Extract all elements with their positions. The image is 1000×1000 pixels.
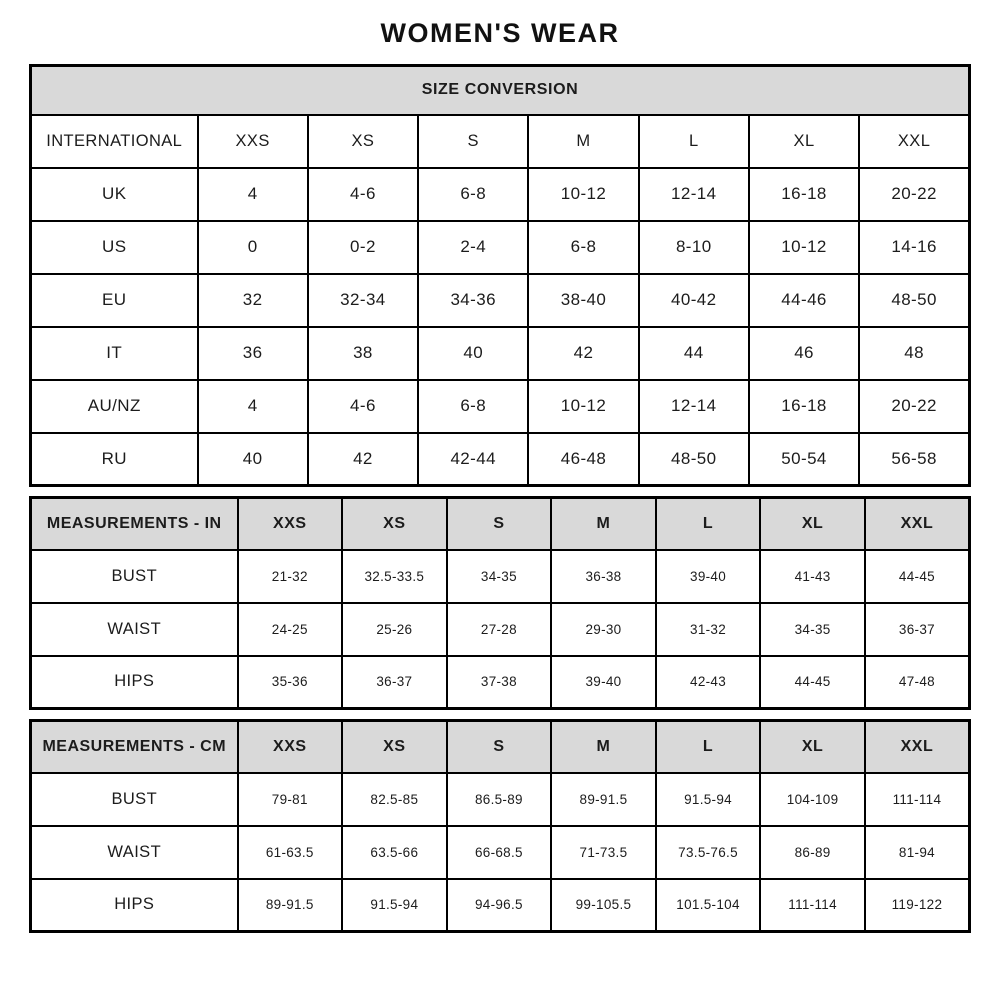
value-cell: 63.5-66 (342, 826, 447, 879)
value-cell: 46-48 (528, 433, 638, 486)
value-cell: 34-35 (760, 603, 865, 656)
value-cell: 104-109 (760, 773, 865, 826)
row-label: WAIST (31, 826, 238, 879)
row-label: HIPS (31, 656, 238, 709)
value-cell: 40-42 (639, 274, 749, 327)
measurements-cm-table (29, 719, 971, 933)
value-cell: 42-44 (418, 433, 528, 486)
value-cell: 48 (859, 327, 969, 380)
value-cell: 91.5-94 (656, 773, 761, 826)
value-cell: 40 (418, 327, 528, 380)
value-cell: 71-73.5 (551, 826, 656, 879)
size-column-header: XXL (865, 721, 970, 773)
table-row (31, 327, 970, 380)
value-cell: 38 (308, 327, 418, 380)
value-cell: 73.5-76.5 (656, 826, 761, 879)
value-cell: 8-10 (639, 221, 749, 274)
value-cell: 31-32 (656, 603, 761, 656)
value-cell: 40 (198, 433, 308, 486)
value-cell: 29-30 (551, 603, 656, 656)
size-column-header: M (551, 721, 656, 773)
value-cell: 6-8 (418, 380, 528, 433)
size-column-header: XS (342, 498, 447, 550)
value-cell: 46 (749, 327, 859, 380)
row-label: HIPS (31, 879, 238, 932)
value-cell: 12-14 (639, 168, 749, 221)
size-column-header: XL (760, 721, 865, 773)
value-cell: 36-37 (865, 603, 970, 656)
table-row (31, 168, 970, 221)
value-cell: 20-22 (859, 380, 969, 433)
value-cell: 38-40 (528, 274, 638, 327)
table-row (31, 550, 970, 603)
value-cell: 6-8 (528, 221, 638, 274)
value-cell: 25-26 (342, 603, 447, 656)
row-label: EU (31, 274, 198, 327)
value-cell: 119-122 (865, 879, 970, 932)
size-column-header: XXL (865, 498, 970, 550)
value-cell: 10-12 (528, 380, 638, 433)
value-cell: 32 (198, 274, 308, 327)
table-row (31, 603, 970, 656)
size-column-header: M (528, 115, 638, 168)
measurements-in-table (29, 496, 971, 710)
size-column-header: XXL (859, 115, 969, 168)
value-cell: 36-38 (551, 550, 656, 603)
value-cell: 4-6 (308, 380, 418, 433)
value-cell: 42 (528, 327, 638, 380)
value-cell: 66-68.5 (447, 826, 552, 879)
table-row (31, 221, 970, 274)
table-row (31, 826, 970, 879)
value-cell: 37-38 (447, 656, 552, 709)
value-cell: 111-114 (865, 773, 970, 826)
value-cell: 94-96.5 (447, 879, 552, 932)
value-cell: 61-63.5 (238, 826, 343, 879)
table-row (31, 380, 970, 433)
table-header-row (31, 115, 970, 168)
size-column-header: S (447, 721, 552, 773)
value-cell: 86.5-89 (447, 773, 552, 826)
value-cell: 41-43 (760, 550, 865, 603)
row-label: RU (31, 433, 198, 486)
row-label: IT (31, 327, 198, 380)
size-conversion-table (29, 64, 971, 487)
row-label: AU/NZ (31, 380, 198, 433)
size-column-header: XXS (238, 498, 343, 550)
size-column-header: XL (760, 498, 865, 550)
table-banner-row (31, 66, 970, 115)
size-column-header: S (447, 498, 552, 550)
value-cell: 99-105.5 (551, 879, 656, 932)
value-cell: 2-4 (418, 221, 528, 274)
row-label: US (31, 221, 198, 274)
value-cell: 0-2 (308, 221, 418, 274)
row-label: BUST (31, 773, 238, 826)
value-cell: 4-6 (308, 168, 418, 221)
value-cell: 42 (308, 433, 418, 486)
value-cell: 44-45 (760, 656, 865, 709)
size-column-header: XS (308, 115, 418, 168)
row-label: BUST (31, 550, 238, 603)
table-row (31, 879, 970, 932)
value-cell: 42-43 (656, 656, 761, 709)
size-column-header: XS (342, 721, 447, 773)
value-cell: 48-50 (859, 274, 969, 327)
value-cell: 0 (198, 221, 308, 274)
row-label: WAIST (31, 603, 238, 656)
value-cell: 14-16 (859, 221, 969, 274)
value-cell: 39-40 (656, 550, 761, 603)
value-cell: 32.5-33.5 (342, 550, 447, 603)
page-title: WOMEN'S WEAR (380, 18, 620, 48)
size-column-header: L (639, 115, 749, 168)
row-label-header: MEASUREMENTS - IN (31, 498, 238, 550)
value-cell: 10-12 (528, 168, 638, 221)
value-cell: 111-114 (760, 879, 865, 932)
value-cell: 35-36 (238, 656, 343, 709)
value-cell: 6-8 (418, 168, 528, 221)
value-cell: 36-37 (342, 656, 447, 709)
row-label: UK (31, 168, 198, 221)
value-cell: 82.5-85 (342, 773, 447, 826)
value-cell: 44-45 (865, 550, 970, 603)
value-cell: 4 (198, 380, 308, 433)
value-cell: 86-89 (760, 826, 865, 879)
value-cell: 79-81 (238, 773, 343, 826)
table-row (31, 773, 970, 826)
table-row (31, 433, 970, 486)
value-cell: 16-18 (749, 168, 859, 221)
value-cell: 81-94 (865, 826, 970, 879)
value-cell: 39-40 (551, 656, 656, 709)
table-row (31, 274, 970, 327)
value-cell: 101.5-104 (656, 879, 761, 932)
value-cell: 89-91.5 (238, 879, 343, 932)
size-column-header: XL (749, 115, 859, 168)
value-cell: 44 (639, 327, 749, 380)
value-cell: 4 (198, 168, 308, 221)
value-cell: 34-36 (418, 274, 528, 327)
value-cell: 32-34 (308, 274, 418, 327)
row-label-header: INTERNATIONAL (31, 115, 198, 168)
size-column-header: M (551, 498, 656, 550)
value-cell: 44-46 (749, 274, 859, 327)
value-cell: 36 (198, 327, 308, 380)
value-cell: 50-54 (749, 433, 859, 486)
value-cell: 21-32 (238, 550, 343, 603)
size-column-header: L (656, 721, 761, 773)
table-row (31, 656, 970, 709)
value-cell: 48-50 (639, 433, 749, 486)
value-cell: 89-91.5 (551, 773, 656, 826)
size-column-header: XXS (198, 115, 308, 168)
value-cell: 47-48 (865, 656, 970, 709)
value-cell: 20-22 (859, 168, 969, 221)
size-column-header: S (418, 115, 528, 168)
table-header-row (31, 721, 970, 773)
size-column-header: L (656, 498, 761, 550)
value-cell: 10-12 (749, 221, 859, 274)
value-cell: 91.5-94 (342, 879, 447, 932)
size-column-header: XXS (238, 721, 343, 773)
value-cell: 12-14 (639, 380, 749, 433)
table-banner-title: SIZE CONVERSION (31, 66, 970, 115)
value-cell: 16-18 (749, 380, 859, 433)
value-cell: 24-25 (238, 603, 343, 656)
table-header-row (31, 498, 970, 550)
value-cell: 56-58 (859, 433, 969, 486)
value-cell: 27-28 (447, 603, 552, 656)
row-label-header: MEASUREMENTS - CM (31, 721, 238, 773)
value-cell: 34-35 (447, 550, 552, 603)
